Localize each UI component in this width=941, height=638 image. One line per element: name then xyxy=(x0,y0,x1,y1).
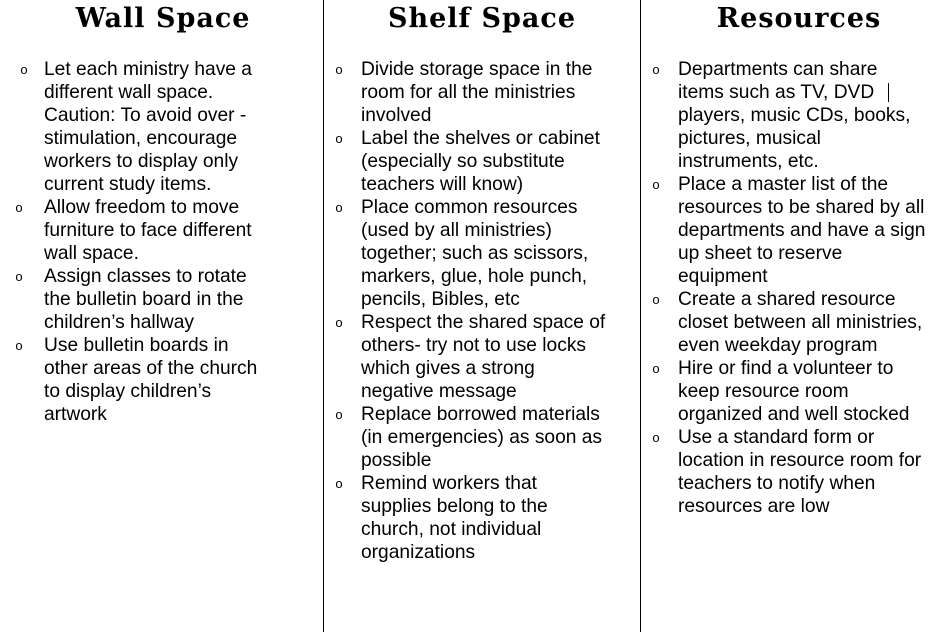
list-item xyxy=(20,58,276,196)
hollow-bullet-icon: o xyxy=(652,62,660,77)
hollow-bullet-icon: o xyxy=(652,361,660,376)
list-item-text: Allow freedom to move furniture to face different wall space. xyxy=(44,197,252,264)
list-item-text: Create a shared resource closet between all ministries, even weekday program xyxy=(678,289,923,356)
hollow-bullet-icon: o xyxy=(20,62,28,77)
list-item xyxy=(335,472,611,564)
list-item-text: Use a standard form or location in resource room for teachers to notify when resources are low xyxy=(678,427,922,517)
hollow-bullet-icon: o xyxy=(15,200,23,215)
list-item-text: Let each ministry have a different wall space. Caution: To avoid over - stimulation, encourage workers to display only current study items. xyxy=(44,59,252,195)
list-item-text: Hire or find a volunteer to keep resource room organized and well stocked xyxy=(678,358,910,425)
column-heading: Shelf Space xyxy=(387,3,577,34)
hollow-bullet-icon: o xyxy=(15,338,23,353)
column-shelf-space xyxy=(324,0,640,632)
list-item-text: Remind workers that supplies belong to the church, not individual organizations xyxy=(361,473,548,563)
list-item-text: Place a master list of the resources to be shared by all departments and have a sign up sheet to reserve equipment xyxy=(678,174,926,287)
bullet-list xyxy=(15,58,276,426)
list-item xyxy=(335,403,611,472)
list-item-text: Departments can share items such as TV, DVD players, music CDs, books, pictures, musical instruments, etc. xyxy=(678,59,911,172)
hollow-bullet-icon: o xyxy=(335,131,343,146)
hollow-bullet-icon: o xyxy=(652,177,660,192)
list-item xyxy=(15,265,276,334)
hollow-bullet-icon: o xyxy=(335,315,343,330)
list-item xyxy=(652,426,926,518)
column-heading: Resources xyxy=(716,3,882,34)
hollow-bullet-icon: o xyxy=(335,407,343,422)
hollow-bullet-icon: o xyxy=(335,200,343,215)
hollow-bullet-icon: o xyxy=(335,62,343,77)
column-heading: Wall Space xyxy=(75,3,251,34)
column-wall-space xyxy=(0,0,323,632)
list-item xyxy=(335,58,611,127)
list-item-text: Label the shelves or cabinet (especially so substitute teachers will know) xyxy=(361,128,600,195)
list-item-text: Replace borrowed materials (in emergencies) as soon as possible xyxy=(361,404,603,471)
hollow-bullet-icon: o xyxy=(652,292,660,307)
list-item-text: Divide storage space in the room for all the ministries involved xyxy=(361,59,593,126)
list-item-text: Assign classes to rotate the bulletin board in the children’s hallway xyxy=(44,266,247,333)
list-item xyxy=(652,357,926,426)
bullet-list xyxy=(652,58,926,518)
list-item xyxy=(652,58,926,173)
list-item xyxy=(335,127,611,196)
list-item-text: Place common resources (used by all ministries) together; such as scissors, markers, glue, hole punch, pencils, Bibles, etc xyxy=(361,197,589,310)
list-item xyxy=(15,334,276,426)
hollow-bullet-icon: o xyxy=(15,269,23,284)
list-item xyxy=(652,173,926,288)
text-cursor xyxy=(888,83,889,102)
list-item xyxy=(335,311,611,403)
list-item xyxy=(335,196,611,311)
list-item-text: Respect the shared space of others- try not to use locks which gives a strong negative message xyxy=(361,312,606,402)
list-item xyxy=(15,196,276,265)
hollow-bullet-icon: o xyxy=(652,430,660,445)
bullet-list xyxy=(335,58,611,564)
list-item-text: Use bulletin boards in other areas of the church to display children’s artwork xyxy=(44,335,258,425)
hollow-bullet-icon: o xyxy=(335,476,343,491)
list-item xyxy=(652,288,926,357)
column-resources xyxy=(641,0,941,632)
